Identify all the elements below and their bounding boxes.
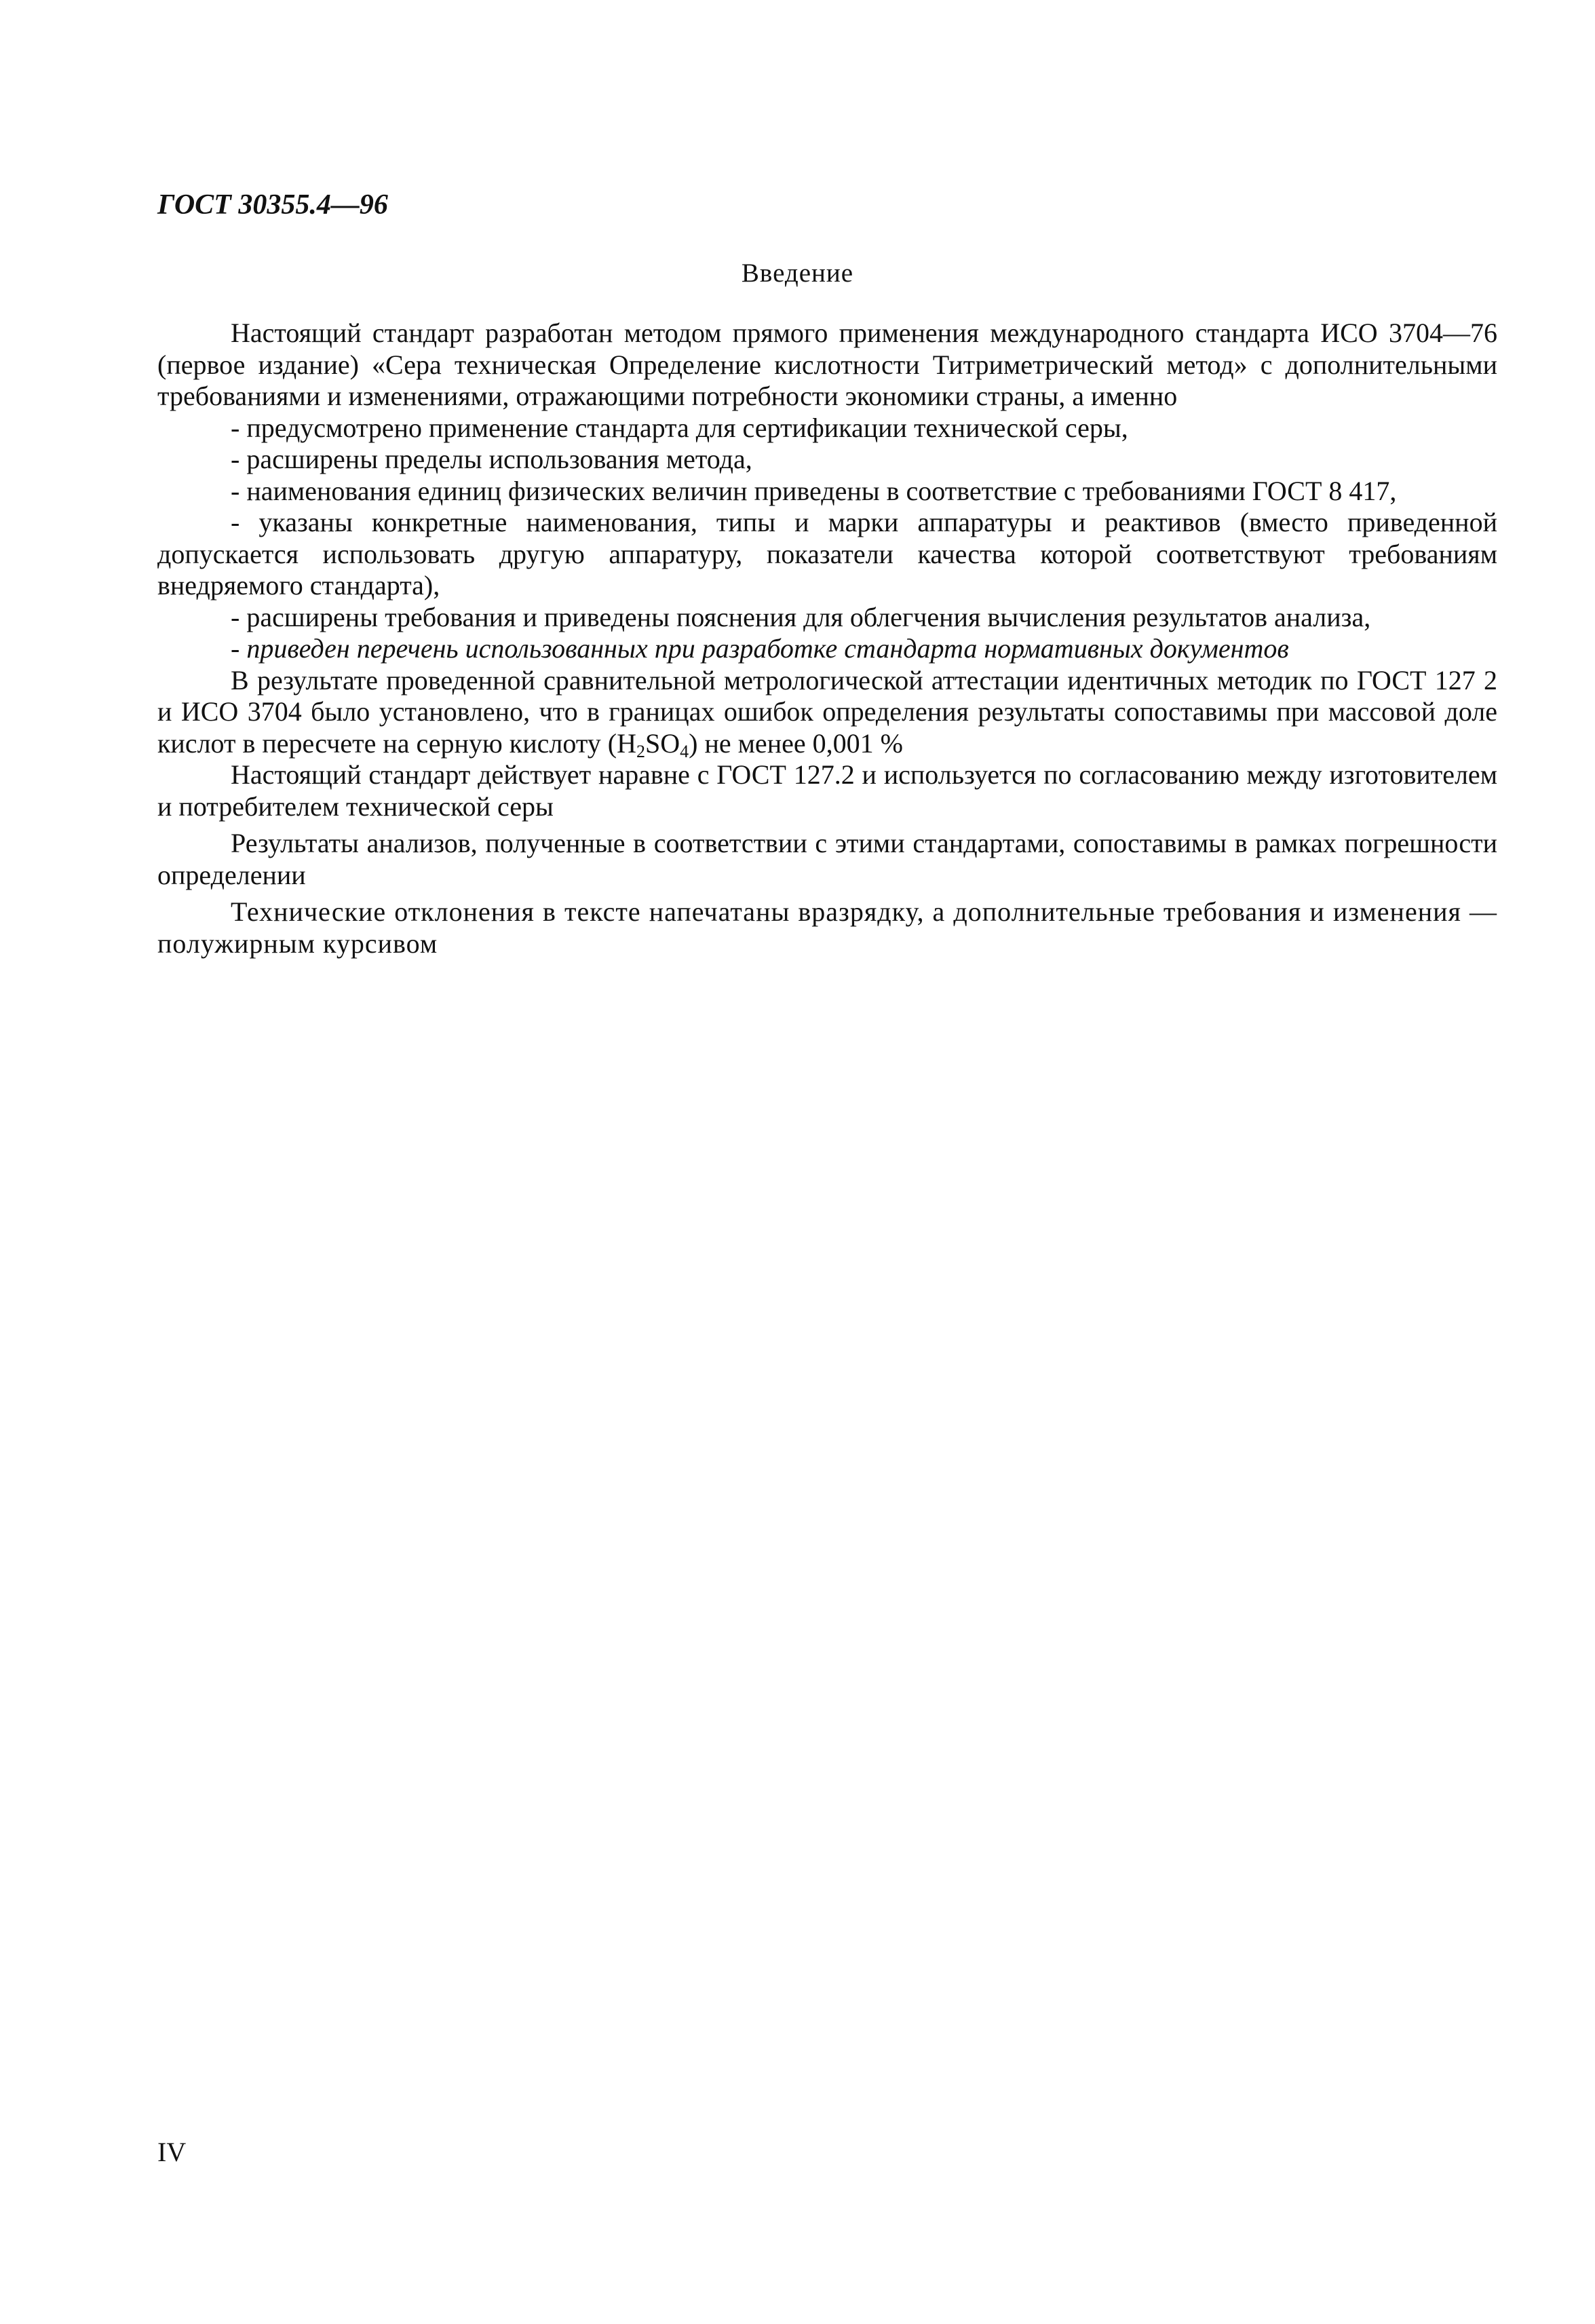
document-header: ГОСТ 30355.4—96	[157, 189, 388, 221]
formula-subscript-4: 4	[680, 741, 689, 761]
paragraph-typography-note: Технические отклонения в тексте напечатаны вразрядку, а дополнительные требования и изменения — полужирным курсивом	[157, 896, 1497, 959]
paragraph-comparable-results: Результаты анализов, полученные в соответствии с этими стандартами, сопоставимы в рамках погрешности определении	[157, 828, 1497, 890]
list-item-apparatus: - указаны конкретные наименования, типы и марки аппаратуры и реактивов (вместо приведенной допускается использовать другую аппаратуру, показатели качества которой соответствуют требованиям внедряемого стандарта),	[157, 507, 1497, 601]
list-item-method-limits: - расширены пределы использования метода,	[231, 444, 752, 474]
section-title: Введение	[741, 259, 854, 288]
attestation-text-end: ) не менее 0,001 %	[689, 727, 903, 759]
list-item-normative-docs	[157, 633, 1497, 665]
list-item-certification: - предусмотрено применение стандарта для сертификации технической серы,	[231, 412, 1128, 443]
attestation-text: В результате проведенной сравнительной метрологической аттестации идентичных методик по ГОСТ 127 2 и ИСО 3704 было установлено, что в границах ошибок определения результаты сопоставимы при массовой доле кислот в пересчете на серную кислоту (H	[157, 664, 1497, 759]
paragraph-attestation	[157, 665, 1497, 760]
page-number: IV	[157, 2137, 187, 2167]
formula-so: SO	[645, 727, 680, 759]
normative-docs-text: - приведен перечень использованных при разработке стандарта нормативных документов	[231, 633, 1289, 664]
formula-subscript-2: 2	[636, 741, 645, 761]
paragraph-parallel-standard: Настоящий стандарт действует наравне с ГОСТ 127.2 и используется по согласованию между изготовителем и потребителем технической серы	[157, 759, 1497, 822]
list-item-calculation: - расширены требования и приведены пояснения для облегчения вычисления результатов анализа,	[231, 601, 1371, 632]
list-item-units: - наименования единиц физических величин приведены в соответствие с требованиями ГОСТ 8 417,	[231, 475, 1397, 506]
paragraph-intro: Настоящий стандарт разработан методом прямого применения международного стандарта ИСО 3704—76 (первое издание) «Сера техническая Определение кислотности Титриметрический метод» с дополнительными требованиями и изменениями, отражающими потребности экономики страны, а именно	[157, 318, 1497, 411]
introduction-body	[157, 318, 1497, 959]
